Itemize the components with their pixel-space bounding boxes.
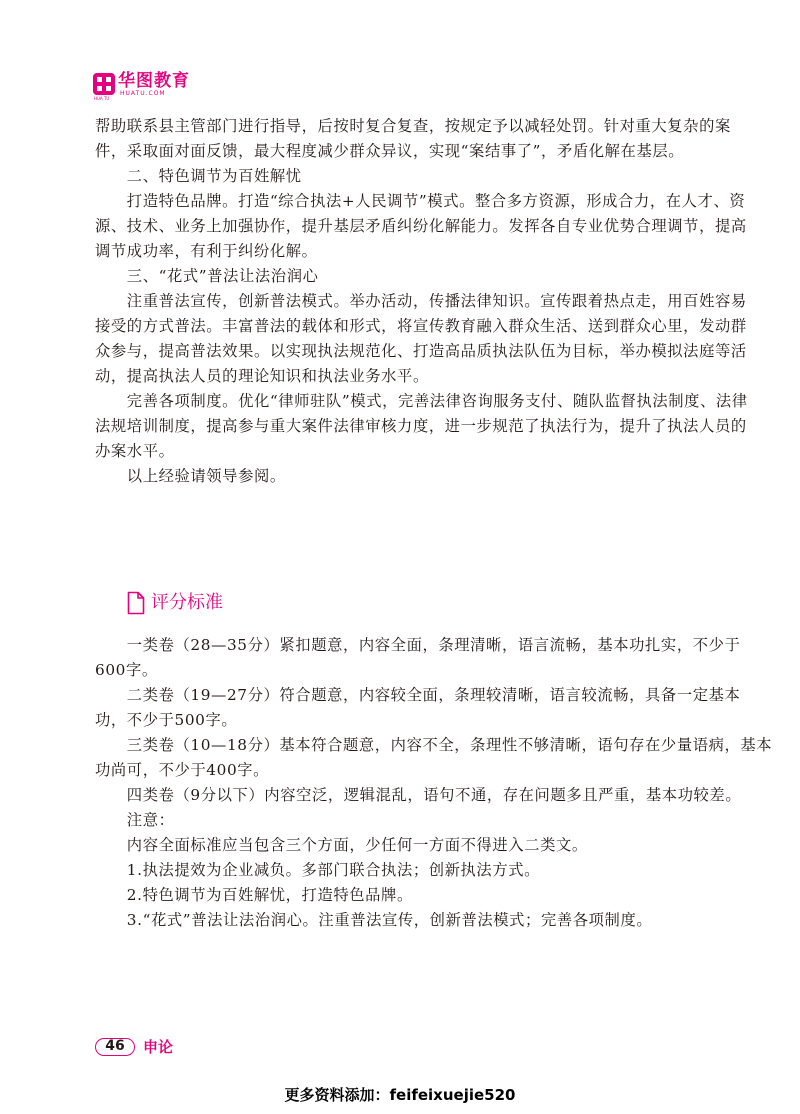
book-title: 申论 xyxy=(143,1038,174,1056)
body-line: 办案水平。 xyxy=(95,442,175,460)
huatu-logo-icon xyxy=(93,73,115,95)
scoring-line: 注意： xyxy=(95,811,175,829)
body-line: 法规培训制度，提高参与重大案件法律审核力度，进一步规范了执法行为，提升了执法人员的 xyxy=(95,417,747,435)
page-number: 46 xyxy=(95,1038,135,1056)
logo-mark-subtext: HUA TU xyxy=(94,96,110,101)
scoring-line: 四类卷（9分以下）内容空泛，逻辑混乱，语句不通，存在问题多且严重，基本功较差。 xyxy=(95,786,742,804)
scoring-line: 功尚可，不少于400字。 xyxy=(95,761,270,779)
body-line: 件，采取面对面反馈，最大程度减少群众异议，实现“案结事了”，矛盾化解在基层。 xyxy=(95,142,685,160)
scoring-line: 三类卷（10—18分）基本符合题意，内容不全，条理性不够清晰，语句存在少量语病，基本 xyxy=(95,736,773,754)
section-heading: 三、“花式”普法让法治润心 xyxy=(95,267,319,285)
body-line: 以上经验请领导参阅。 xyxy=(95,467,286,485)
scoring-heading-title: 评分标准 xyxy=(151,592,223,613)
huatu-logo xyxy=(93,71,203,101)
scoring-line: 内容全面标准应当包含三个方面，少任何一方面不得进入二类文。 xyxy=(95,836,588,854)
scoring-line: 功，不少于500字。 xyxy=(95,711,238,729)
document-icon xyxy=(127,591,145,615)
body-line: 源、技术、业务上加强协作，提升基层矛盾纠纷化解能力。发挥各自专业优势合理调节，提高 xyxy=(95,217,747,235)
scoring-line: 3.“花式”普法让法治润心。注重普法宣传，创新普法模式；完善各项制度。 xyxy=(95,911,653,929)
body-line: 注重普法宣传，创新普法模式。举办活动，传播法律知识。宣传跟着热点走，用百姓容易 xyxy=(95,292,747,310)
body-line: 完善各项制度。优化“律师驻队”模式，完善法律咨询服务支付、随队监督执法制度、法律 xyxy=(95,392,748,410)
body-line: 调节成功率，有利于纠纷化解。 xyxy=(95,242,318,260)
scoring-body xyxy=(95,633,773,933)
logo-subtext: HUATU.COM xyxy=(120,90,166,97)
scoring-line: 600字。 xyxy=(95,661,158,679)
body-line: 众参与，提高普法效果。以实现执法规范化、打造高品质执法队伍为目标，举办模拟法庭等活 xyxy=(95,342,747,360)
scoring-line: 1.执法提效为企业减负。多部门联合执法；创新执法方式。 xyxy=(95,861,541,879)
scoring-line: 二类卷（19—27分）符合题意，内容较全面，条理较清晰，语言较流畅，具备一定基本 xyxy=(95,686,741,704)
article-body xyxy=(95,114,748,489)
logo-text: 华图教育 xyxy=(118,71,190,91)
scoring-line: 一类卷（28—35分）紧扣题意，内容全面，条理清晰，语言流畅，基本功扎实，不少于 xyxy=(95,636,741,654)
body-line: 动，提高执法人员的理论知识和执法业务水平。 xyxy=(95,367,429,385)
body-line: 接受的方式普法。丰富普法的载体和形式，将宣传教育融入群众生活、送到群众心里，发动群 xyxy=(95,317,747,335)
section-heading: 二、特色调节为百姓解忧 xyxy=(95,167,302,185)
body-line: 帮助联系县主管部门进行指导，后按时复合复查，按规定予以减轻处罚。针对重大复杂的案 xyxy=(95,117,731,135)
body-line: 打造特色品牌。打造“综合执法+人民调节”模式。整合多方资源，形成合力，在人才、资 xyxy=(95,192,746,210)
promo-text: 更多资料添加：feifeixuejie520 xyxy=(284,1086,516,1104)
scoring-line: 2.特色调节为百姓解忧，打造特色品牌。 xyxy=(95,886,413,904)
